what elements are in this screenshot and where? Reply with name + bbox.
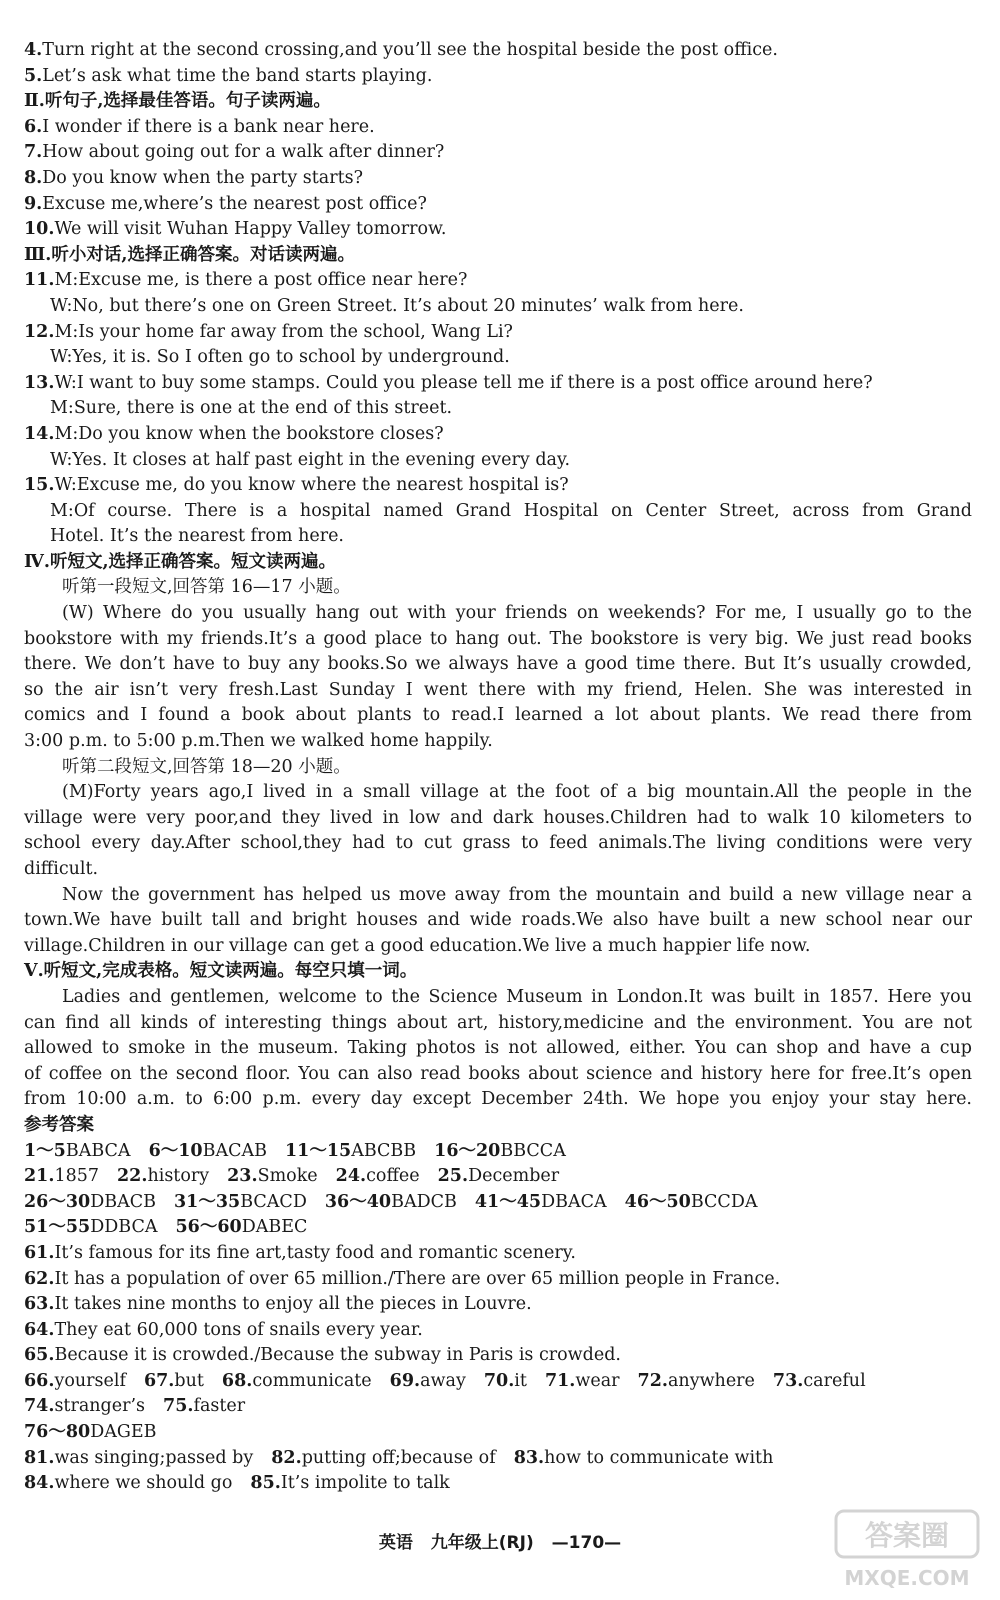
item-text: Excuse me,where’s the nearest post office? bbox=[42, 193, 427, 214]
answer-number: 11～15 bbox=[285, 1140, 352, 1161]
answer-text: was singing;passed by bbox=[54, 1447, 254, 1468]
answer-text: DBACB bbox=[90, 1191, 156, 1212]
item-text: How about going out for a walk after dinner? bbox=[42, 142, 445, 163]
numbered-line bbox=[0, 140, 990, 166]
item-text: Do you know when the party starts? bbox=[42, 167, 363, 188]
paragraph-line: 听第二段短文,回答第 18—20 小题。 bbox=[62, 756, 351, 777]
answer-number: 85. bbox=[250, 1473, 281, 1494]
answer-text: where we should go bbox=[54, 1473, 233, 1494]
answer-text: 1857 bbox=[54, 1166, 99, 1187]
numbered-line bbox=[0, 166, 990, 192]
answer-text: BADCB bbox=[391, 1191, 457, 1212]
answer-row bbox=[0, 1446, 990, 1472]
numbered-line bbox=[0, 320, 990, 346]
answer-number: 46～50 bbox=[624, 1191, 691, 1212]
answer-text: DABEC bbox=[241, 1217, 308, 1238]
answer-text: BCACD bbox=[240, 1191, 307, 1212]
paragraph-line: 听第一段短文,回答第 16—17 小题。 bbox=[62, 577, 351, 598]
paragraph-line: bookstore with my friends.It’s a good place to hang out. The bookstore is very big. We just read books bbox=[24, 628, 972, 649]
paragraph-line: allowed to smoke in the museum. Taking photos is not allowed, either. You can shop and have a cup bbox=[24, 1038, 972, 1059]
answer-number: 75. bbox=[163, 1396, 194, 1417]
watermark-graphic bbox=[832, 1505, 982, 1595]
answer-number: 51～55 bbox=[24, 1217, 91, 1238]
answer-number: 16～20 bbox=[434, 1140, 501, 1161]
numbered-line bbox=[0, 371, 990, 397]
answer-text: They eat 60,000 tons of snails every year. bbox=[54, 1319, 423, 1340]
answer-text: BBCCA bbox=[500, 1140, 566, 1161]
answer-text: it bbox=[514, 1370, 527, 1391]
dialogue-line: W:Yes, it is. So I often go to school by underground. bbox=[50, 347, 510, 368]
answer-text: December bbox=[468, 1166, 560, 1187]
answer-row bbox=[0, 1164, 990, 1190]
item-number: 14. bbox=[24, 423, 55, 444]
numbered-line bbox=[0, 422, 990, 448]
answer-number: 74. bbox=[24, 1396, 55, 1417]
answer-text: away bbox=[420, 1370, 466, 1391]
answer-text: putting off;because of bbox=[301, 1447, 496, 1468]
answer-text: BACAB bbox=[202, 1140, 267, 1161]
answer-number: 64. bbox=[24, 1319, 55, 1340]
document-page bbox=[0, 38, 1000, 1497]
answer-text: ABCBB bbox=[351, 1140, 417, 1161]
paragraph-line: can find all kinds of interesting things about art, history,medicine and the environment. You are not bbox=[24, 1012, 972, 1033]
paragraph-line: there. We don’t have to buy any books.So we always have a good time there. But It’s usually crowded, bbox=[24, 654, 972, 675]
answer-number: 56～60 bbox=[175, 1217, 242, 1238]
paragraph-line: town.We have built tall and bright houses and wide roads.We also have built a new school near our bbox=[24, 910, 972, 931]
item-text: M:Is your home far away from the school, Wang Li? bbox=[54, 321, 513, 342]
paragraph-line: comics and I found a book about plants to read.I learned a lot about plants. We read there from bbox=[24, 705, 972, 726]
answer-text: but bbox=[174, 1370, 204, 1391]
answer-row bbox=[0, 1420, 990, 1446]
answer-number: 22. bbox=[117, 1166, 148, 1187]
answer-number: 71. bbox=[544, 1370, 576, 1391]
answer-number: 41～45 bbox=[474, 1191, 542, 1212]
answer-text: DDBCA bbox=[90, 1217, 158, 1238]
dialogue-line: Hotel. It’s the nearest from here. bbox=[50, 526, 344, 547]
item-text: M:Excuse me, is there a post office near here? bbox=[54, 270, 468, 291]
answer-number: 70. bbox=[483, 1370, 515, 1391]
watermark-top-text: 答案圈 bbox=[864, 1519, 950, 1552]
answer-text: communicate bbox=[252, 1370, 372, 1391]
item-number: 11. bbox=[24, 270, 55, 291]
footer-subject: 英语 bbox=[378, 1533, 413, 1553]
answer-number: 83. bbox=[513, 1447, 545, 1468]
numbered-line bbox=[0, 64, 990, 90]
answer-number: 69. bbox=[389, 1370, 421, 1391]
answer-number: 24. bbox=[335, 1166, 367, 1187]
numbered-line bbox=[0, 38, 990, 64]
answer-row bbox=[0, 1241, 990, 1267]
item-number: 12. bbox=[24, 321, 55, 342]
item-text: Let’s ask what time the band starts playing. bbox=[42, 65, 433, 86]
item-number: 9. bbox=[24, 193, 43, 214]
answer-text: BCCDA bbox=[690, 1191, 758, 1212]
item-text: W:I want to buy some stamps. Could you please tell me if there is a post office around here? bbox=[54, 372, 873, 393]
section-heading: Ⅲ.听小对话,选择正确答案。对话读两遍。 bbox=[24, 244, 355, 265]
footer-page-number: —170— bbox=[551, 1533, 622, 1553]
dialogue-line: M:Sure, there is one at the end of this street. bbox=[50, 398, 453, 419]
item-number: 5. bbox=[24, 65, 43, 86]
answer-number: 21. bbox=[24, 1166, 55, 1187]
answer-number: 73. bbox=[772, 1370, 804, 1391]
answer-text: It’s famous for its fine art,tasty food and romantic scenery. bbox=[54, 1242, 576, 1263]
item-number: 4. bbox=[24, 40, 43, 60]
answer-text: faster bbox=[193, 1396, 246, 1417]
section-heading: Ⅳ.听短文,选择正确答案。短文读两遍。 bbox=[24, 551, 337, 572]
answer-number: 81. bbox=[24, 1447, 55, 1468]
item-number: 6. bbox=[24, 116, 43, 137]
paragraph-line: (W) Where do you usually hang out with your friends on weekends? For me, I usually go to the bbox=[62, 603, 972, 624]
watermark-logo bbox=[832, 1505, 982, 1595]
answer-number: 68. bbox=[221, 1370, 253, 1391]
numbered-line bbox=[0, 192, 990, 218]
answer-row bbox=[0, 1139, 990, 1165]
answer-text: It’s impolite to talk bbox=[280, 1473, 450, 1494]
answer-text: history bbox=[147, 1166, 210, 1187]
answer-number: 1～5 bbox=[24, 1140, 66, 1161]
answer-text: yourself bbox=[54, 1370, 126, 1391]
item-number: 13. bbox=[24, 372, 55, 393]
answer-row bbox=[0, 1292, 990, 1318]
answer-row bbox=[0, 1215, 990, 1241]
answer-row bbox=[0, 1267, 990, 1293]
answer-row bbox=[0, 1471, 990, 1497]
answer-text: coffee bbox=[366, 1166, 420, 1187]
dialogue-line: M:Of course. There is a hospital named Grand Hospital on Center Street, across from Grand bbox=[50, 500, 972, 521]
paragraph-line: of coffee on the second floor. You can also read books about science and history here for free.It’s open bbox=[24, 1063, 972, 1084]
answer-number: 76～80 bbox=[24, 1422, 91, 1443]
answer-number: 66. bbox=[24, 1370, 55, 1391]
answer-text: stranger’s bbox=[54, 1396, 146, 1417]
item-text: M:Do you know when the bookstore closes? bbox=[54, 423, 444, 444]
numbered-line bbox=[0, 268, 990, 294]
dialogue-line: W:Yes. It closes at half past eight in the evening every day. bbox=[50, 449, 571, 470]
answer-text: BABCA bbox=[65, 1140, 131, 1161]
item-number: 8. bbox=[24, 167, 43, 188]
item-number: 7. bbox=[24, 142, 43, 163]
answer-text: It takes nine months to enjoy all the pieces in Louvre. bbox=[54, 1294, 532, 1315]
paragraph-line: difficult. bbox=[24, 859, 99, 879]
answer-text: anywhere bbox=[667, 1370, 755, 1391]
answer-number: 61. bbox=[24, 1242, 55, 1263]
numbered-line bbox=[0, 217, 990, 243]
answer-row bbox=[0, 1190, 990, 1216]
dialogue-line: W:No, but there’s one on Green Street. It’s about 20 minutes’ walk from here. bbox=[50, 295, 744, 316]
item-number: 10. bbox=[24, 219, 55, 240]
answer-text: DBACA bbox=[541, 1191, 607, 1212]
paragraph-line: so the air isn’t very fresh.Last Sunday I went there with my friend, Helen. She was interested in bbox=[24, 679, 972, 700]
item-number: 15. bbox=[24, 475, 55, 496]
answer-number: 63. bbox=[24, 1294, 55, 1315]
paragraph-line: village were very poor,and they lived in low and dark houses.Children had to walk 10 kilometers to bbox=[24, 807, 972, 828]
answer-row bbox=[0, 1318, 990, 1344]
section-heading: Ⅴ.听短文,完成表格。短文读两遍。每空只填一词。 bbox=[24, 961, 418, 982]
answer-text: Smoke bbox=[257, 1166, 318, 1187]
answer-number: 31～35 bbox=[174, 1191, 241, 1212]
paragraph-line: from 10:00 a.m. to 6:00 p.m. every day except December 24th. We hope you enjoy your stay here. bbox=[24, 1089, 972, 1110]
paragraph-line: village.Children in our village can get a good education.We live a much happier life now. bbox=[24, 935, 811, 956]
paragraph-line: Ladies and gentlemen, welcome to the Science Museum in London.It was built in 1857. Here you bbox=[62, 986, 972, 1007]
paragraph-line: Now the government has helped us move away from the mountain and build a new village near a bbox=[62, 884, 972, 905]
answer-number: 82. bbox=[271, 1447, 302, 1468]
answer-row bbox=[0, 1343, 990, 1369]
paragraph-line: (M)Forty years ago,I lived in a small village at the foot of a big mountain.All the people in the bbox=[62, 782, 972, 803]
answer-text: how to communicate with bbox=[544, 1447, 774, 1468]
answer-text: wear bbox=[575, 1370, 620, 1391]
item-text: We will visit Wuhan Happy Valley tomorrow. bbox=[54, 219, 447, 240]
item-text: I wonder if there is a bank near here. bbox=[42, 116, 375, 137]
answer-number: 67. bbox=[143, 1370, 175, 1391]
answer-number: 25. bbox=[437, 1166, 469, 1187]
section-heading: Ⅱ.听句子,选择最佳答语。句子读两遍。 bbox=[24, 91, 331, 112]
answer-number: 26～30 bbox=[24, 1191, 91, 1212]
answer-row bbox=[0, 1394, 990, 1420]
answers-heading: 参考答案 bbox=[24, 1114, 94, 1135]
footer-grade: 九年级上(RJ) bbox=[430, 1533, 534, 1553]
answer-number: 84. bbox=[24, 1473, 55, 1494]
paragraph-line: school every day.After school,they had to cut grass to feed animals.The living conditions were very bbox=[24, 833, 972, 854]
watermark-bottom-text: MXQE.COM bbox=[844, 1566, 970, 1590]
answer-row bbox=[0, 1369, 990, 1395]
item-text: W:Excuse me, do you know where the nearest hospital is? bbox=[54, 475, 569, 496]
answer-number: 23. bbox=[227, 1166, 258, 1187]
answer-number: 6～10 bbox=[148, 1140, 203, 1161]
answer-number: 65. bbox=[24, 1345, 55, 1366]
item-text: Turn right at the second crossing,and you’ll see the hospital beside the post office. bbox=[42, 40, 778, 60]
answer-text: Because it is crowded./Because the subway in Paris is crowded. bbox=[54, 1345, 621, 1366]
answer-number: 62. bbox=[24, 1268, 55, 1289]
numbered-line bbox=[0, 473, 990, 499]
answer-text: DAGEB bbox=[90, 1422, 157, 1443]
answer-number: 72. bbox=[637, 1370, 668, 1391]
numbered-line bbox=[0, 115, 990, 141]
answer-text: careful bbox=[803, 1370, 866, 1391]
answer-text: It has a population of over 65 million./There are over 65 million people in France. bbox=[54, 1268, 781, 1289]
answer-number: 36～40 bbox=[324, 1191, 392, 1212]
paragraph-line: 3:00 p.m. to 5:00 p.m.Then we walked home happily. bbox=[24, 731, 493, 752]
